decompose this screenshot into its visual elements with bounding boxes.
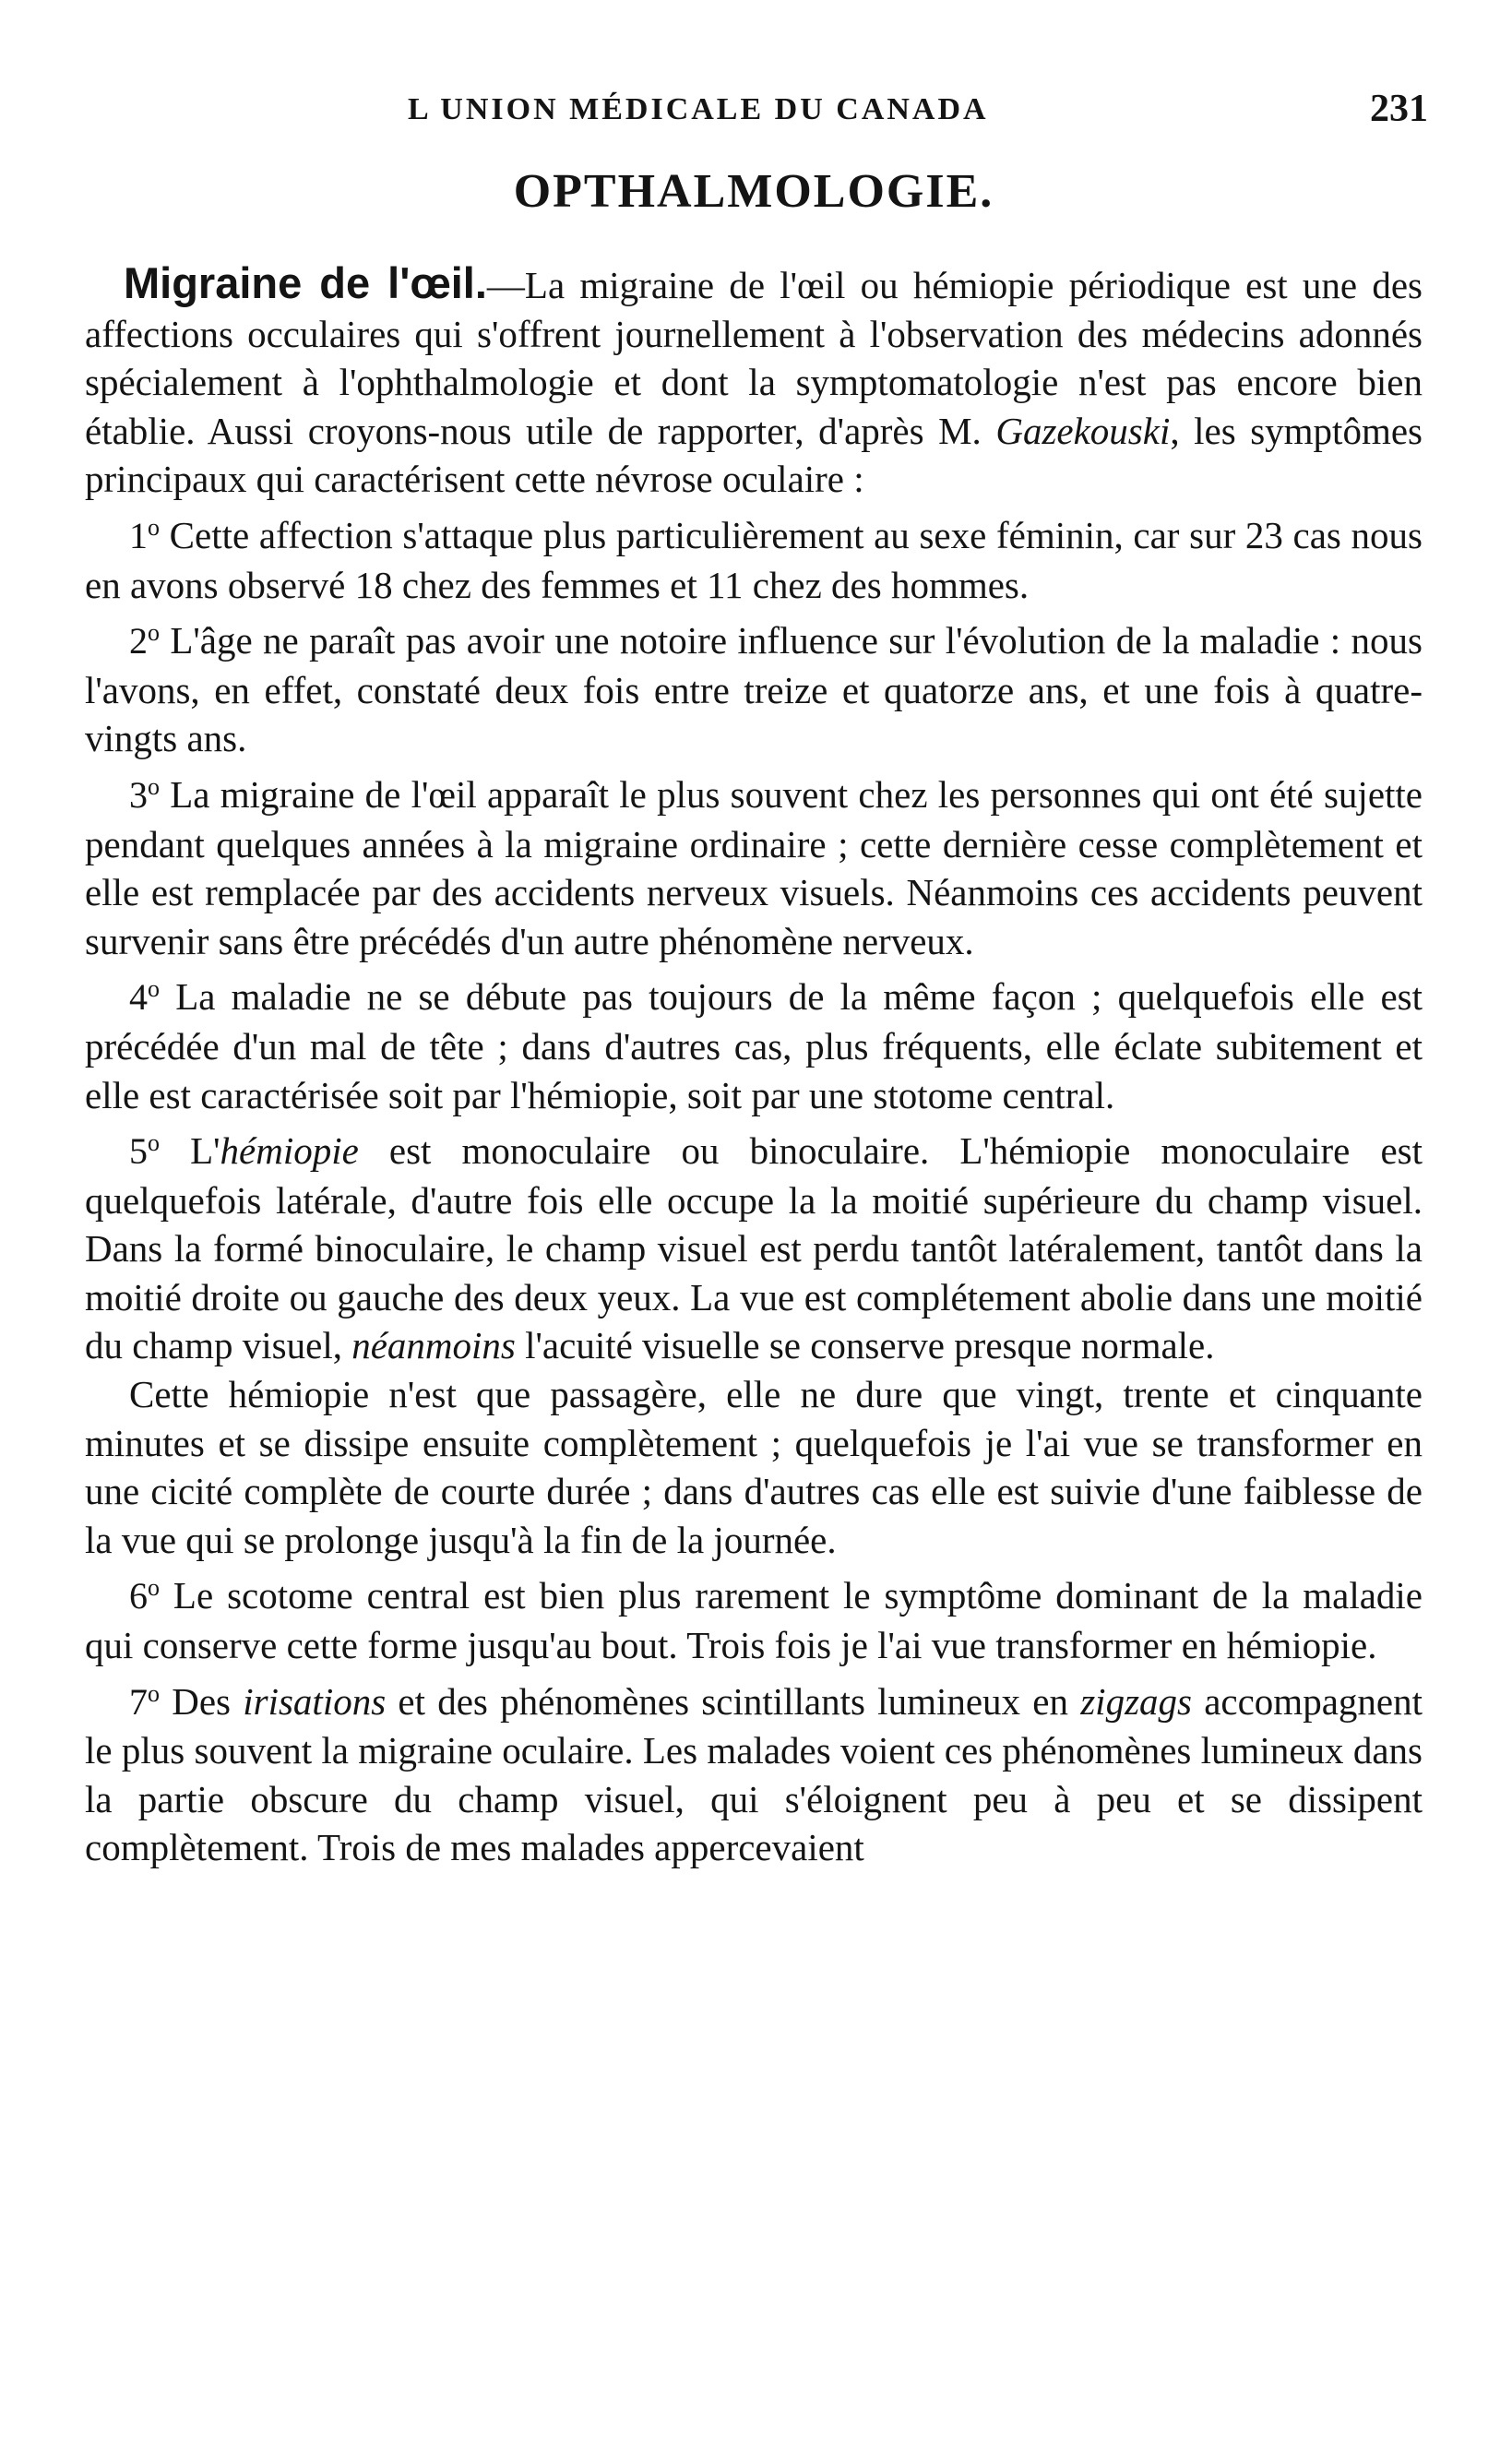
journal-page (85, 65, 1428, 1872)
point-6-text: Le scotome central est bien plus rarement le symptôme dominant de la maladie qui conserve cette forme jusqu'au bout. Trois fois je l'ai vue transformer en hémiopie. (85, 1574, 1423, 1667)
article-intro-paragraph (85, 259, 1423, 504)
point-5-paragraph (85, 1119, 1423, 1370)
hemiopie-text: Cette hémiopie n'est que passagère, elle ne dure que vingt, trente et cinquante minutes et se dissipe ensuite complètement ; quelquefois je l'ai vue se transformer en une cicité complète de courte durée ; dans d'autres cas elle est suivie d'une faiblesse de la vue qui se prolonge jusqu'à la fin de la journée. (85, 1373, 1423, 1561)
point-1-text: Cette affection s'attaque plus particulièrement au sexe féminin, car sur 23 cas nous en avons observé 18 chez des femmes et 11 chez des hommes. (85, 513, 1423, 606)
point-7-text-a: et des phénomènes scintillants lumineux en (386, 1679, 1081, 1723)
point-6-number: 6$^o$ (129, 1574, 160, 1617)
point-5-italic-term-2: néanmoins (351, 1324, 516, 1367)
point-4-paragraph (85, 965, 1423, 1119)
point-7-text-b: accompagnent le plus souvent la migraine oculaire. Les malades voient ces phénomènes lumineux dans la partie obscure du champ visuel, qui s'éloignent peu à peu et se dissipent complètement. Trois de mes malades appercevaient (85, 1679, 1423, 1869)
hemiopie-paragraph (85, 1370, 1423, 1564)
point-5-lead: L' (160, 1129, 220, 1173)
point-5-text-a: est monoculaire ou binoculaire. L'hémiopie monoculaire est quelquefois latérale, d'autre fois elle occupe la la moitié supérieure du champ visuel. Dans la formé binoculaire, le champ visuel est perdu tantôt latéralement, tantôt dans la moitié droite ou gauche des deux yeux. La vue est complétement abolie dans une moitié du champ visuel, (85, 1129, 1423, 1367)
point-3-text: La migraine de l'œil apparaît le plus souvent chez les personnes qui ont été sujette pendant quelques années à la migraine ordinaire ; cette dernière cesse complètement et elle est remplacée par des accidents nerveux visuels. Néanmoins ces accidents peuvent survenir sans être précédés d'un autre phénomène nerveux. (85, 772, 1423, 962)
page-number: 231 (1370, 88, 1428, 130)
running-header (85, 65, 1428, 130)
point-7-italic-term: irisations (243, 1679, 387, 1723)
point-6-paragraph (85, 1564, 1423, 1669)
point-7-paragraph (85, 1670, 1423, 1872)
point-4-number: 4$^o$ (129, 975, 160, 1019)
intro-text-b: , les symptômes principaux qui caractérisent cette névrose oculaire : (85, 409, 1423, 501)
point-4-text: La maladie ne se débute pas toujours de la même façon ; quelquefois elle est précédée d'un mal de tête ; dans d'autres cas, plus fréquents, elle éclate subitement et elle est caractérisée soit par l'hémiopie, soit par une stotome central. (85, 975, 1423, 1116)
point-7-lead: Des (160, 1679, 244, 1723)
point-2-paragraph (85, 609, 1423, 763)
intro-text-a: —La migraine de l'œil ou hémiopie périodique est une des affections occulaires qui s'offrent journellement à l'observation des médecins adonnés spécialement à l'ophthalmologie et dont la symptomatologie n'est pas encore bien établie. Aussi croyons-nous utile de rapporter, d'après M. (85, 264, 1423, 452)
point-5-italic-term: hémiopie (220, 1129, 359, 1173)
article-heading: Migraine de l'œil. (124, 258, 487, 307)
point-5-number: 5$^o$ (129, 1129, 160, 1173)
section-title: OPTHALMOLOGIE. (513, 165, 994, 218)
point-3-paragraph (85, 763, 1423, 965)
point-2-text: L'âge ne paraît pas avoir une notoire influence sur l'évolution de la maladie : nous l'avons, en effet, constaté deux fois entre treize et quatorze ans, et une fois à quatre-vingts ans. (85, 619, 1423, 760)
point-1-paragraph (85, 504, 1423, 609)
point-7-number: 7$^o$ (129, 1679, 160, 1723)
intro-author: Gazekouski (995, 409, 1171, 452)
article-body (85, 259, 1423, 1872)
point-7-italic-term-2: zigzags (1080, 1679, 1192, 1723)
point-1-number: 1$^o$ (129, 513, 160, 556)
point-3-number: 3$^o$ (129, 772, 160, 816)
point-2-number: 2$^o$ (129, 619, 160, 662)
point-5-text-b: l'acuité visuelle se conserve presque normale. (515, 1324, 1215, 1367)
journal-title: L UNION MÉDICALE DU CANADA (408, 92, 989, 126)
